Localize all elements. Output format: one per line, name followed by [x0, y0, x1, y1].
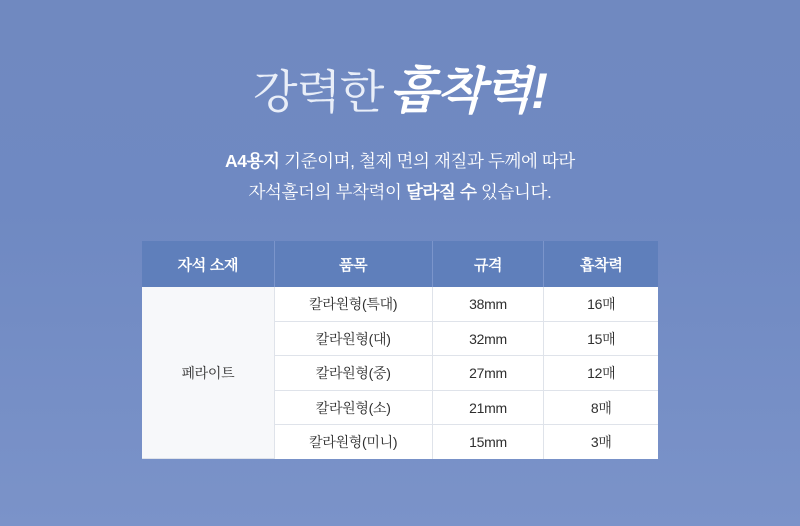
table-header-row: [142, 241, 658, 287]
subtitle-line-2: [0, 177, 800, 208]
cell-power: 15매: [544, 321, 658, 356]
subtitle-line-1-strong: A4용지: [225, 151, 280, 171]
cell-item: 칼라원형(대): [274, 321, 432, 356]
cell-power: 12매: [544, 356, 658, 391]
cell-item: 칼라원형(특대): [274, 287, 432, 321]
spec-table: [142, 241, 658, 459]
table-row: [142, 287, 658, 321]
subtitle-line-1: [0, 146, 800, 177]
headline-light-text: 강력한: [253, 66, 384, 118]
cell-item: 칼라원형(중): [274, 356, 432, 391]
column-header-spec: 규격: [432, 241, 544, 287]
cell-item: 칼라원형(소): [274, 390, 432, 425]
cell-power: 16매: [544, 287, 658, 321]
subtitle-line-2-pre: 자석홀더의 부착력이: [248, 181, 407, 202]
column-header-item: 품목: [274, 241, 432, 287]
cell-spec: 32mm: [432, 321, 544, 356]
page-title: [0, 0, 800, 119]
cell-power: 3매: [544, 425, 658, 459]
table-header: [142, 241, 658, 287]
cell-spec: 21mm: [432, 390, 544, 425]
cell-material: 페라이트: [142, 287, 274, 459]
cell-power: 8매: [544, 390, 658, 425]
table-body: [142, 287, 658, 459]
cell-spec: 15mm: [432, 425, 544, 459]
column-header-power: 흡착력: [544, 241, 658, 287]
headline-bold-text: 흡착력!: [389, 63, 547, 119]
subtitle-line-2-strong: 달라질 수: [406, 181, 477, 202]
subtitle-line-1-rest: 기준이며, 철제 면의 재질과 두께에 따라: [279, 151, 575, 171]
subtitle-text: [0, 146, 800, 207]
subtitle-line-2-post: 있습니다.: [476, 181, 552, 202]
column-header-material: 자석 소재: [142, 241, 274, 287]
cell-spec: 27mm: [432, 356, 544, 391]
cell-spec: 38mm: [432, 287, 544, 321]
spec-table-container: [142, 241, 658, 459]
cell-item: 칼라원형(미니): [274, 425, 432, 459]
